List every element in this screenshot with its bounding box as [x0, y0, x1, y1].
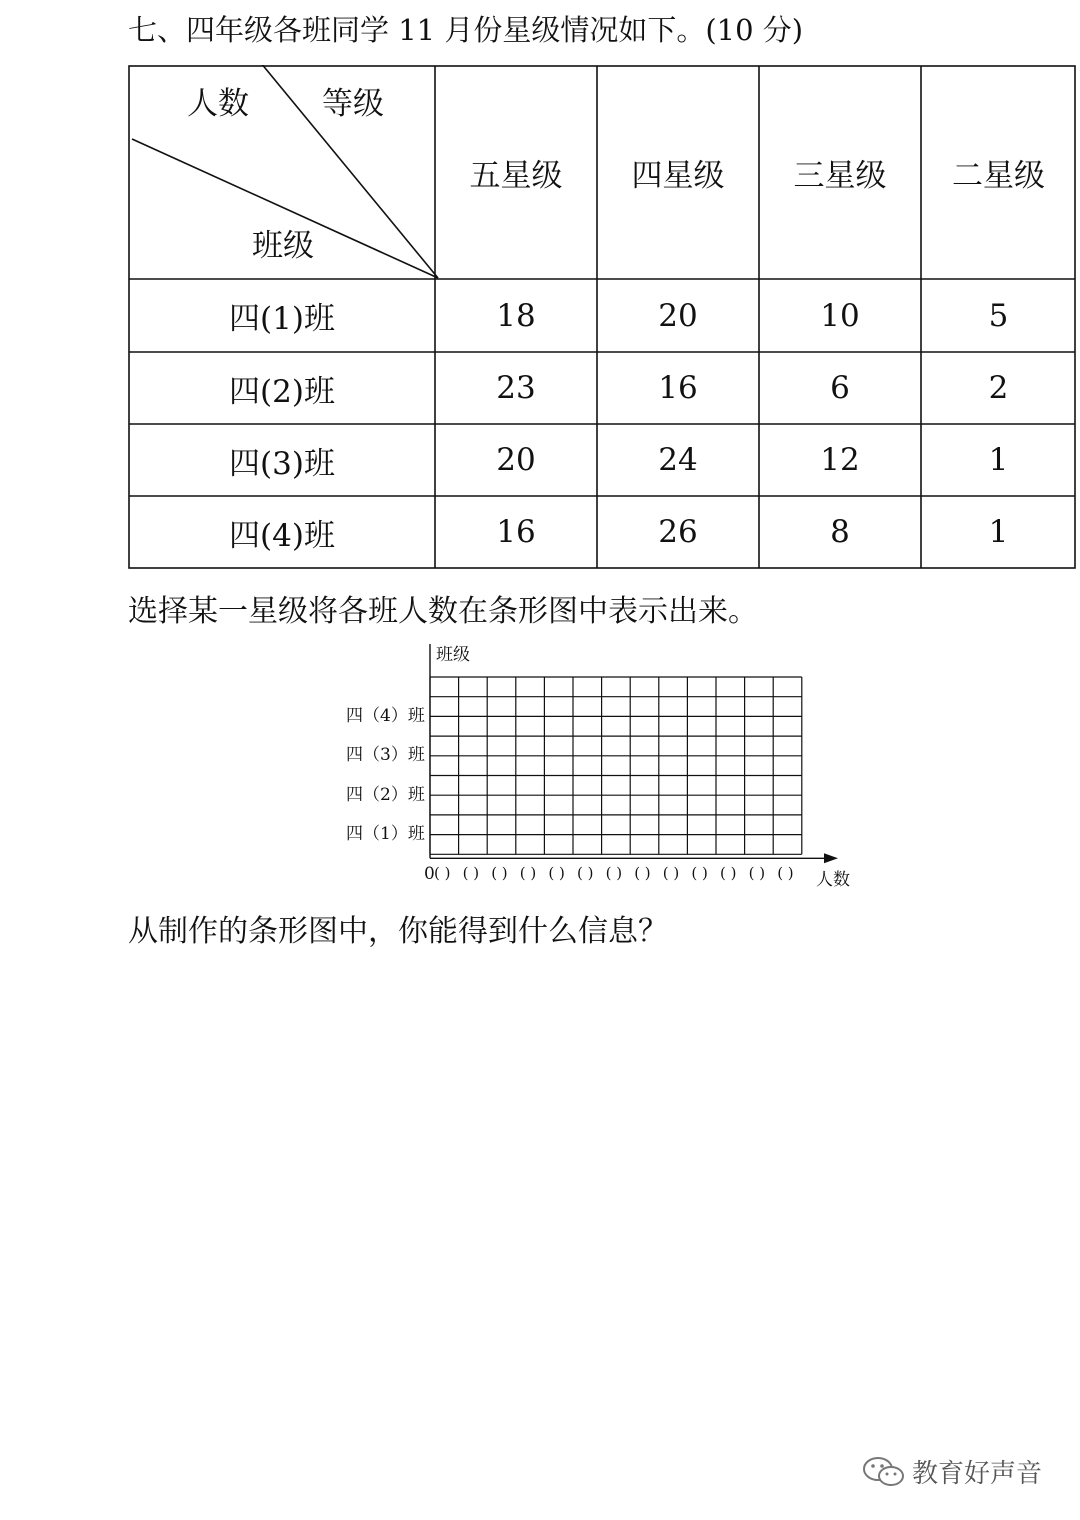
x-tick-blank: ( ): [577, 864, 594, 882]
table-cell: 20: [496, 442, 536, 478]
x-axis-arrow: [824, 853, 838, 863]
row-label: 四(3)班: [229, 445, 335, 482]
table-cell: 18: [496, 297, 536, 334]
x-tick-blank: ( ): [434, 864, 451, 882]
table-cell: 12: [820, 442, 860, 478]
row-label: 四（2）班: [346, 785, 425, 805]
row-label: 四(2)班: [229, 373, 335, 410]
table-cell: 1: [988, 442, 1009, 478]
x-tick-blank: ( ): [777, 864, 794, 882]
corner-label-count: 人数: [187, 85, 249, 122]
x-tick-blank: ( ): [491, 864, 508, 882]
x-tick-blank: ( ): [691, 864, 708, 882]
table-cell: 1: [988, 514, 1009, 550]
x-tick-blank: ( ): [548, 864, 565, 882]
origin-label: 0: [424, 864, 435, 884]
table-cell: 5: [988, 297, 1009, 334]
column-header: 四星级: [631, 158, 725, 194]
question-heading: 七、四年级各班同学 11 月份星级情况如下。(10 分): [128, 13, 804, 47]
watermark-text: 教育好声音: [912, 1459, 1043, 1489]
x-tick-blank: ( ): [634, 864, 651, 882]
row-label: 四（1）班: [346, 824, 425, 844]
row-label: 四(1)班: [229, 301, 335, 337]
watermark: [862, 1453, 1042, 1490]
table-cell: 16: [496, 514, 536, 550]
table-cell: 24: [658, 442, 698, 478]
x-axis-title: 人数: [816, 870, 850, 890]
instruction-text: 选择某一星级将各班人数在条形图中表示出来。: [128, 594, 758, 629]
x-tick-blank: ( ): [519, 864, 537, 882]
table-cell: 26: [658, 514, 698, 550]
corner-label-class: 班级: [252, 227, 314, 264]
table-cell: 23: [496, 370, 536, 406]
y-axis-title: 班级: [436, 645, 470, 665]
row-label: 四（4）班: [346, 706, 425, 726]
blank-bar-chart-grid: [330, 632, 870, 894]
table-cell: 8: [830, 514, 850, 550]
wechat-icon: [862, 1455, 906, 1489]
x-tick-blank: ( ): [720, 864, 737, 882]
column-header: 五星级: [469, 158, 563, 194]
table-cell: 16: [658, 370, 698, 406]
corner-label-grade: 等级: [322, 85, 384, 122]
question-text: 从制作的条形图中，你能得到什么信息？: [128, 914, 668, 949]
table-cell: 2: [988, 370, 1009, 406]
table-cell: 10: [820, 297, 860, 334]
column-header: 二星级: [952, 158, 1045, 194]
table-cell: 6: [830, 370, 850, 406]
x-tick-blank: ( ): [462, 864, 480, 882]
x-tick-blank: ( ): [748, 864, 766, 882]
row-label: 四（3）班: [346, 745, 425, 765]
star-rating-table: [128, 65, 1076, 569]
x-tick-blank: ( ): [605, 864, 623, 882]
table-cell: 20: [658, 297, 698, 334]
row-label: 四(4)班: [229, 517, 335, 554]
column-header: 三星级: [793, 158, 887, 194]
x-tick-blank: ( ): [662, 864, 680, 882]
